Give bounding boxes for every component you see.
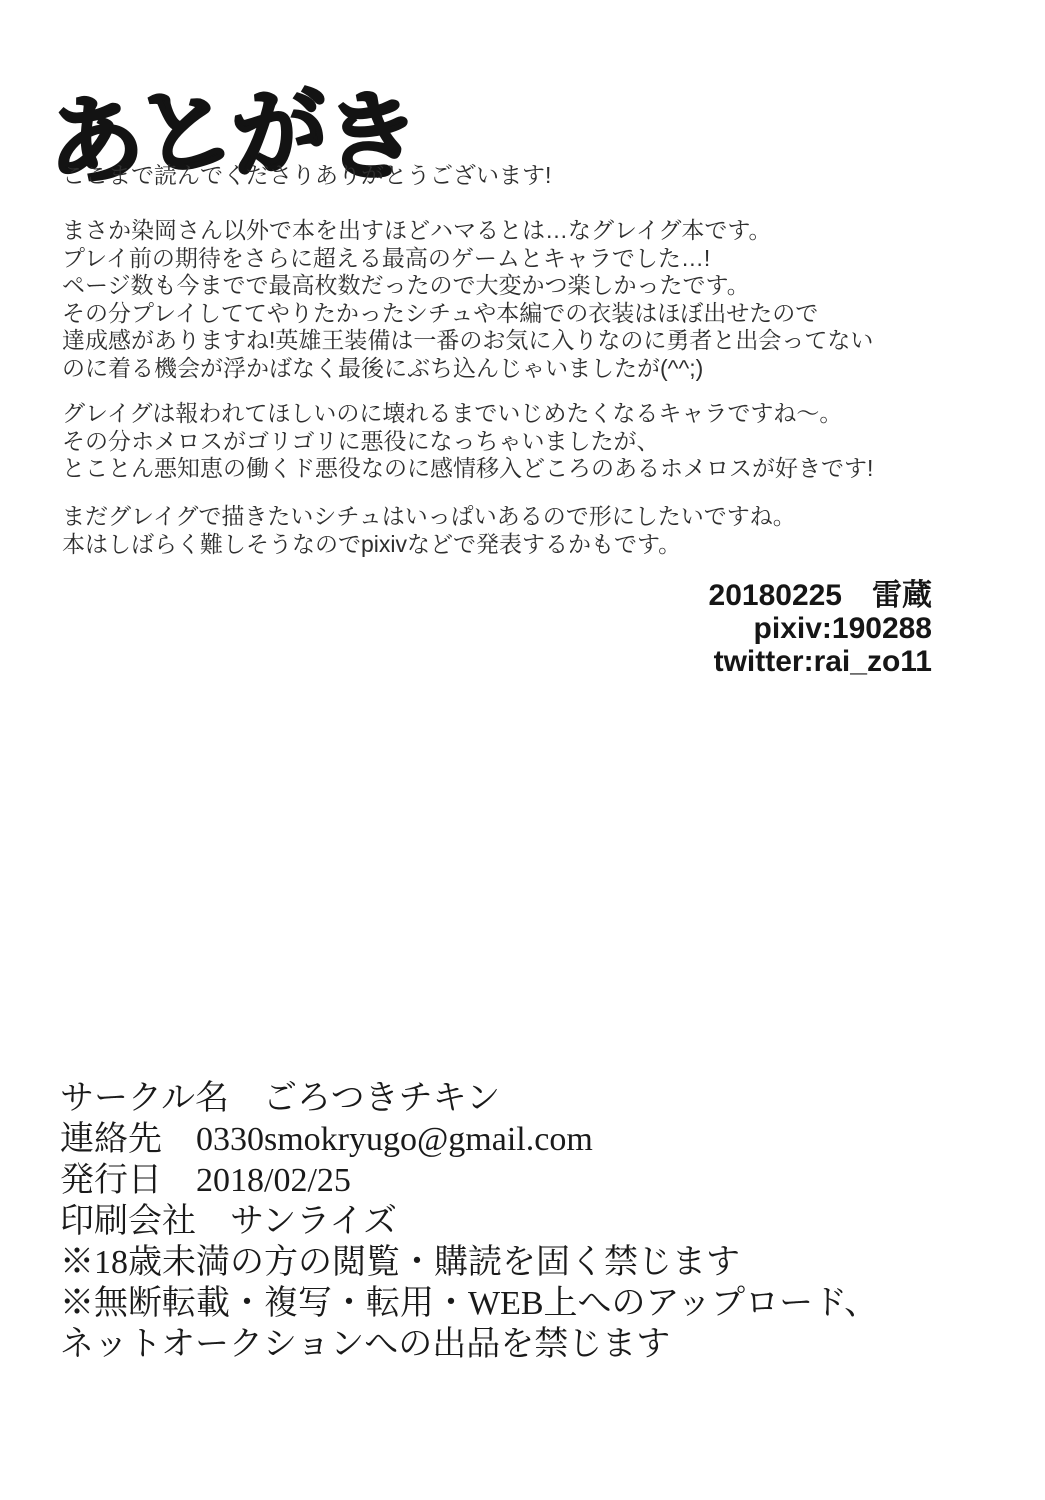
colophon-age-restriction-notice: ※18歳未満の方の閲覧・購読を固く禁じます — [60, 1244, 740, 1281]
colophon-contact-email: 連絡先 0330smokryugo@gmail.com — [60, 1121, 593, 1158]
afterword-paragraph-3 — [62, 400, 873, 483]
signature-date-author: 20180225 雷蔵 — [708, 579, 932, 612]
page-title: あとがき — [46, 68, 417, 197]
afterword-line: のに着る機会が浮かばなく最後にぶち込んじゃいましたが(^^;) — [62, 354, 704, 381]
signature-twitter-handle: twitter:rai_zo11 — [713, 645, 932, 678]
afterword-paragraph-4 — [62, 503, 796, 558]
afterword-line: 本はしばらく難しそうなのでpixivなどで発表するかもです。 — [62, 530, 682, 557]
afterword-line: その分プレイしててやりたかったシチュや本編での衣装はほぼ出せたので — [62, 299, 819, 326]
afterword-line: とことん悪知恵の働くド悪役なのに感情移入どころのあるホメロスが好きです! — [62, 455, 874, 481]
afterword-paragraph-2 — [62, 217, 873, 382]
afterword-paragraph-1 — [62, 162, 551, 190]
afterword-line: プレイ前の期待をさらに超える最高のゲームとキャラでした…! — [62, 244, 711, 271]
colophon-block — [60, 1078, 878, 1365]
colophon-printer: 印刷会社 サンライズ — [60, 1203, 397, 1240]
afterword-line: まだグレイグで描きたいシチュはいっぱいあるので形にしたいですね。 — [62, 503, 796, 529]
afterword-line: ここまで読んでくださりありがとうございます! — [62, 162, 552, 188]
signature-pixiv-id: pixiv:190288 — [753, 612, 932, 645]
afterword-line: まさか染岡さん以外で本を出すほどハマるとは…なグレイグ本です。 — [62, 217, 772, 243]
afterword-line: グレイグは報われてほしいのに壊れるまでいじめたくなるキャラですね〜。 — [62, 400, 843, 426]
colophon-no-auction-notice: ネットオークションへの出品を禁じます — [60, 1326, 671, 1363]
afterword-line: その分ホメロスがゴリゴリに悪役になっちゃいましたが、 — [62, 427, 660, 454]
signature-block — [709, 579, 932, 678]
afterword-line: ページ数も今までで最高枚数だったので大変かつ楽しかったです。 — [62, 272, 750, 298]
afterword-line: 達成感がありますね!英雄王装備は一番のお気に入りなのに勇者と出会ってない — [62, 327, 874, 353]
colophon-publish-date: 発行日 2018/02/25 — [60, 1162, 351, 1199]
colophon-no-reproduction-notice: ※無断転載・複写・転用・WEB上へのアップロード、 — [60, 1285, 879, 1322]
colophon-circle-name: サークル名 ごろつきチキン — [60, 1080, 501, 1117]
